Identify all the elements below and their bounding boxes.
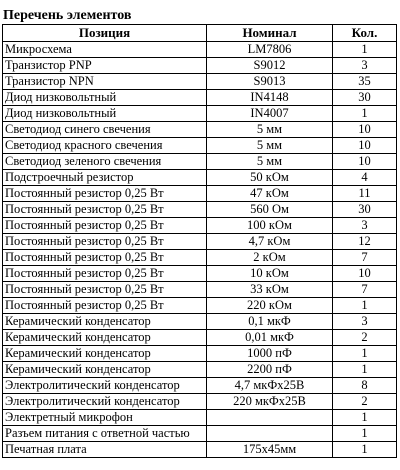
cell-nominal: IN4148 [207,90,333,106]
cell-nominal: 175х45мм [207,442,333,458]
cell-qty: 3 [333,58,397,74]
table-header-row [3,25,397,42]
table-row [3,122,397,138]
cell-nominal: 220 мкФх25В [207,394,333,410]
cell-qty: 30 [333,90,397,106]
table-row [3,106,397,122]
cell-qty: 8 [333,378,397,394]
cell-qty: 11 [333,186,397,202]
cell-nominal: 0,1 мкФ [207,314,333,330]
cell-nominal: 5 мм [207,154,333,170]
table-row [3,330,397,346]
cell-position: Транзистор PNP [3,58,207,74]
cell-nominal: S9013 [207,74,333,90]
cell-nominal: 560 Ом [207,202,333,218]
cell-nominal [207,426,333,442]
cell-nominal: 220 кОм [207,298,333,314]
cell-position: Постоянный резистор 0,25 Вт [3,186,207,202]
cell-position: Керамический конденсатор [3,346,207,362]
cell-qty: 1 [333,106,397,122]
cell-qty: 2 [333,394,397,410]
header-qty: Кол. [333,25,397,42]
table-row [3,362,397,378]
table-row [3,170,397,186]
cell-nominal: 47 кОм [207,186,333,202]
components-table [2,24,397,458]
cell-qty: 4 [333,170,397,186]
table-row [3,282,397,298]
table-row [3,234,397,250]
table-row [3,266,397,282]
cell-position: Керамический конденсатор [3,362,207,378]
cell-qty: 1 [333,426,397,442]
table-row [3,426,397,442]
cell-qty: 7 [333,250,397,266]
cell-qty: 10 [333,154,397,170]
cell-position: Постоянный резистор 0,25 Вт [3,250,207,266]
cell-nominal: S9012 [207,58,333,74]
table-row [3,314,397,330]
table-row [3,394,397,410]
cell-position: Подстроечный резистор [3,170,207,186]
table-row [3,58,397,74]
cell-position: Постоянный резистор 0,25 Вт [3,202,207,218]
page-title: Перечень элементов [3,8,132,23]
table-row [3,298,397,314]
cell-nominal: IN4007 [207,106,333,122]
cell-position: Постоянный резистор 0,25 Вт [3,234,207,250]
cell-nominal: 4,7 мкФх25В [207,378,333,394]
cell-qty: 1 [333,298,397,314]
table-body [3,42,397,458]
table-row [3,202,397,218]
table-row [3,250,397,266]
cell-nominal: 100 кОм [207,218,333,234]
cell-qty: 1 [333,410,397,426]
cell-position: Разъем питания с ответной частью [3,426,207,442]
table-row [3,74,397,90]
cell-position: Постоянный резистор 0,25 Вт [3,298,207,314]
cell-nominal: 5 мм [207,122,333,138]
cell-position: Электретный микрофон [3,410,207,426]
cell-qty: 7 [333,282,397,298]
cell-nominal: 4,7 кОм [207,234,333,250]
cell-qty: 1 [333,442,397,458]
cell-qty: 3 [333,314,397,330]
cell-nominal: LM7806 [207,42,333,58]
header-position: Позиция [3,25,207,42]
cell-nominal: 10 кОм [207,266,333,282]
table-row [3,218,397,234]
cell-qty: 3 [333,218,397,234]
cell-qty: 10 [333,138,397,154]
table-row [3,138,397,154]
cell-nominal: 5 мм [207,138,333,154]
table-row [3,186,397,202]
cell-position: Электролитический конденсатор [3,378,207,394]
cell-nominal: 0,01 мкФ [207,330,333,346]
cell-position: Керамический конденсатор [3,314,207,330]
cell-qty: 30 [333,202,397,218]
cell-qty: 1 [333,362,397,378]
table-row [3,42,397,58]
table-row [3,154,397,170]
cell-qty: 1 [333,42,397,58]
header-nominal: Номинал [207,25,333,42]
cell-qty: 35 [333,74,397,90]
table-row [3,346,397,362]
cell-nominal: 2 кОм [207,250,333,266]
cell-nominal [207,410,333,426]
cell-qty: 2 [333,330,397,346]
cell-nominal: 2200 пФ [207,362,333,378]
cell-position: Светодиод синего свечения [3,122,207,138]
cell-position: Светодиод красного свечения [3,138,207,154]
cell-position: Постоянный резистор 0,25 Вт [3,266,207,282]
table-row [3,410,397,426]
table-row [3,90,397,106]
cell-position: Микросхема [3,42,207,58]
cell-qty: 10 [333,266,397,282]
table-row [3,378,397,394]
cell-position: Керамический конденсатор [3,330,207,346]
cell-position: Диод низковольтный [3,106,207,122]
cell-position: Постоянный резистор 0,25 Вт [3,218,207,234]
cell-position: Транзистор NPN [3,74,207,90]
cell-position: Диод низковольтный [3,90,207,106]
cell-nominal: 50 кОм [207,170,333,186]
cell-nominal: 1000 пФ [207,346,333,362]
table-row [3,442,397,458]
cell-position: Постоянный резистор 0,25 Вт [3,282,207,298]
cell-position: Печатная плата [3,442,207,458]
cell-position: Светодиод зеленого свечения [3,154,207,170]
cell-position: Электролитический конденсатор [3,394,207,410]
cell-qty: 12 [333,234,397,250]
cell-qty: 10 [333,122,397,138]
cell-qty: 1 [333,346,397,362]
cell-nominal: 33 кОм [207,282,333,298]
